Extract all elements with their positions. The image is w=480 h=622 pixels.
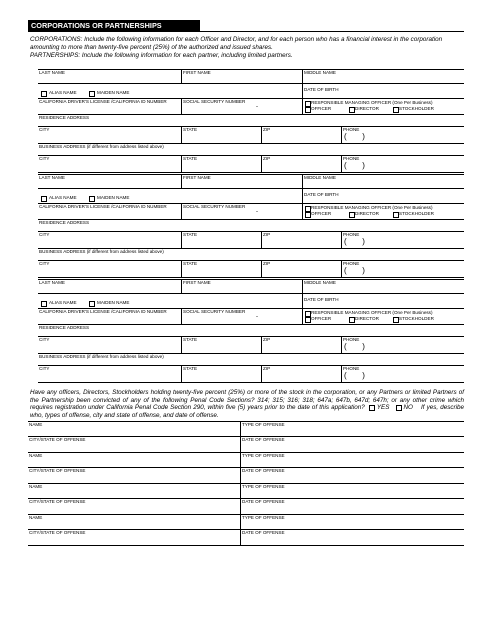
question-followup: If yes, describe who, types of offense, city and state of offense, and date of offense. (30, 404, 465, 419)
alias-maiden-area (38, 84, 302, 98)
license-label: CALIFORNIA DRIVER'S LICENSE /CALIFORNIA ID NUMBER (39, 99, 167, 104)
ssn-field[interactable] (181, 99, 303, 114)
first-name-field[interactable] (181, 175, 303, 188)
conviction-question (30, 389, 464, 419)
type-label: TYPE OF OFFENSE (242, 422, 285, 427)
last-name-label: LAST NAME (39, 70, 65, 75)
corporations-instructions: CORPORATIONS: Include the following information for each Officer and Director, and for each person who has a financial interest in the corporation amounting to more than twenty-five percent (25%) of the authorized and issued shares. (30, 36, 443, 51)
business-city-field[interactable] (38, 261, 181, 277)
ssn-field[interactable] (181, 309, 303, 324)
phone-label: PHONE (343, 156, 360, 161)
ssn-label: SOCIAL SECURITY NUMBER (183, 99, 246, 104)
role-area (302, 99, 464, 114)
business-zip-field[interactable] (261, 156, 342, 172)
ssn-field[interactable] (181, 204, 303, 219)
business-address-field[interactable] (38, 144, 464, 155)
license-label: CALIFORNIA DRIVER'S LICENSE /CALIFORNIA ID NUMBER (39, 204, 167, 209)
city-label: CITY (39, 261, 50, 266)
zip-label: ZIP (263, 337, 271, 342)
phone-area-code: ( ) (344, 237, 365, 246)
residence-address-field[interactable] (38, 115, 464, 126)
first-name-field[interactable] (181, 70, 303, 83)
section-header: CORPORATIONS OR PARTNERSHIPS (28, 20, 200, 31)
state-label: STATE (183, 232, 198, 237)
first-name-field[interactable] (181, 280, 303, 293)
city-label: CITY (39, 232, 50, 237)
question-text: Have any officers, Directors, Stockholders holding twenty-five percent (25%) or more of the stock in the corporation, or any Partners or limited Partners of the Partnership been convicted of any of the following Penal Code Sections? 314; 315; 316; 318; 647a; 647b, 647d; 647h; or any other crime which requires registration under California Penal Code Section 290, within five (5) years prior to the date of this application? (30, 389, 464, 412)
city-label: CITY (39, 337, 50, 342)
license-field[interactable] (38, 309, 181, 324)
phone-label: PHONE (343, 232, 360, 237)
offender-name-field[interactable] (28, 422, 240, 436)
alias-maiden-area (38, 294, 302, 308)
ssn-label: SOCIAL SECURITY NUMBER (183, 309, 246, 314)
maiden-label: MAIDEN NAME (97, 195, 130, 200)
residence-zip-field[interactable] (261, 337, 342, 353)
residence-city-field[interactable] (38, 337, 181, 353)
stockholder-label: STOCKHOLDER (399, 211, 434, 216)
yes-checkbox[interactable] (369, 405, 375, 411)
role-area (302, 309, 464, 324)
business-address-label: BUSINESS ADDRESS (if different from address listed above) (39, 249, 164, 254)
no-label: NO (403, 404, 413, 412)
first-name-label: FIRST NAME (183, 175, 211, 180)
last-name-field[interactable] (38, 70, 181, 83)
officer-label: OFFICER (311, 211, 332, 216)
name-label: NAME (29, 452, 43, 458)
phone-label: PHONE (343, 127, 360, 132)
phone-area-code: ( ) (344, 371, 365, 380)
dob-label: DATE OF BIRTH (304, 192, 339, 197)
alias-checkbox[interactable] (41, 301, 47, 307)
residence-zip-field[interactable] (261, 232, 342, 248)
license-label: CALIFORNIA DRIVER'S LICENSE /CALIFORNIA ID NUMBER (39, 309, 167, 314)
residence-address-label: RESIDENCE ADDRESS (39, 220, 90, 225)
date-label: DATE OF OFFENSE (242, 530, 285, 535)
residence-phone-field[interactable] (341, 232, 464, 248)
state-label: STATE (183, 156, 198, 161)
maiden-checkbox[interactable] (89, 91, 95, 97)
business-city-field[interactable] (38, 156, 181, 172)
director-label: DIRECTOR (355, 211, 379, 216)
offense-type-field[interactable] (240, 422, 464, 436)
residence-state-field[interactable] (181, 127, 262, 143)
maiden-label: MAIDEN NAME (97, 90, 130, 95)
phone-label: PHONE (343, 366, 360, 371)
alias-checkbox[interactable] (41, 196, 47, 202)
ssn-label: SOCIAL SECURITY NUMBER (183, 204, 246, 209)
residence-address-label: RESIDENCE ADDRESS (39, 325, 90, 330)
no-checkbox[interactable] (396, 405, 402, 411)
state-label: STATE (183, 337, 198, 342)
last-name-label: LAST NAME (39, 280, 65, 285)
date-of-birth-field[interactable] (302, 189, 464, 203)
offender-name-field[interactable] (28, 515, 240, 530)
residence-city-field[interactable] (38, 232, 181, 248)
offense-type-field[interactable] (240, 515, 464, 530)
instructions (30, 36, 460, 61)
offense-city-state-field[interactable] (28, 437, 240, 452)
date-label: DATE OF OFFENSE (242, 437, 285, 442)
first-name-label: FIRST NAME (183, 70, 211, 75)
business-address-field[interactable] (38, 354, 464, 365)
person-block (38, 69, 464, 173)
city-state-label: CITY/STATE OF OFFENSE (29, 499, 86, 504)
name-label: NAME (29, 422, 43, 427)
offense-table (28, 421, 464, 546)
date-label: DATE OF OFFENSE (242, 499, 285, 504)
phone-area-code: ( ) (344, 342, 365, 351)
alias-label: ALIAS NAME (49, 90, 77, 95)
alias-label: ALIAS NAME (49, 300, 77, 305)
city-state-label: CITY/STATE OF OFFENSE (29, 530, 86, 535)
name-label: NAME (29, 514, 43, 520)
residence-phone-field[interactable] (341, 337, 464, 353)
offense-type-field[interactable] (240, 484, 464, 499)
officer-label: OFFICER (311, 106, 332, 111)
state-label: STATE (183, 261, 198, 266)
role-area (302, 204, 464, 219)
alias-label: ALIAS NAME (49, 195, 77, 200)
business-address-label: BUSINESS ADDRESS (if different from address listed above) (39, 144, 164, 149)
residence-phone-field[interactable] (341, 127, 464, 143)
middle-name-field[interactable] (302, 175, 464, 188)
business-zip-field[interactable] (261, 366, 342, 382)
dob-label: DATE OF BIRTH (304, 87, 339, 92)
license-field[interactable] (38, 204, 181, 219)
maiden-checkbox[interactable] (89, 301, 95, 307)
officer-label: OFFICER (311, 316, 332, 321)
business-state-field[interactable] (181, 156, 262, 172)
residence-zip-field[interactable] (261, 127, 342, 143)
name-label: NAME (29, 483, 43, 489)
middle-name-field[interactable] (302, 280, 464, 293)
alias-checkbox[interactable] (41, 91, 47, 97)
business-state-field[interactable] (181, 366, 262, 382)
city-label: CITY (39, 366, 50, 371)
person-block (38, 174, 464, 278)
business-address-label: BUSINESS ADDRESS (if different from address listed above) (39, 354, 164, 359)
rmo-label: RESPONSIBLE MANAGING OFFICER (One Per Business) (311, 100, 433, 105)
phone-area-code: ( ) (344, 266, 365, 275)
date-of-birth-field[interactable] (302, 84, 464, 98)
zip-label: ZIP (263, 366, 271, 371)
phone-area-code: ( ) (344, 161, 365, 170)
director-label: DIRECTOR (355, 316, 379, 321)
last-name-field[interactable] (38, 175, 181, 188)
phone-label: PHONE (343, 261, 360, 266)
ssn-separator: - (256, 104, 258, 110)
business-state-field[interactable] (181, 261, 262, 277)
offense-date-field[interactable] (240, 530, 464, 545)
yes-label: YES (376, 404, 390, 412)
residence-state-field[interactable] (181, 232, 262, 248)
offender-name-field[interactable] (28, 484, 240, 499)
business-address-field[interactable] (38, 249, 464, 260)
residence-address-field[interactable] (38, 220, 464, 231)
offense-city-state-field[interactable] (28, 499, 240, 514)
ssn-separator: - (256, 209, 258, 215)
type-label: TYPE OF OFFENSE (242, 514, 285, 520)
zip-label: ZIP (263, 127, 271, 132)
type-label: TYPE OF OFFENSE (242, 452, 285, 458)
offense-city-state-field[interactable] (28, 530, 240, 545)
last-name-label: LAST NAME (39, 175, 65, 180)
rmo-label: RESPONSIBLE MANAGING OFFICER (One Per Business) (311, 310, 433, 315)
partnerships-instructions: PARTNERSHIPS: Include the following information for each partner, including limited partners. (30, 52, 293, 60)
business-city-field[interactable] (38, 366, 181, 382)
dob-label: DATE OF BIRTH (304, 297, 339, 302)
offense-date-field[interactable] (240, 437, 464, 452)
business-zip-field[interactable] (261, 261, 342, 277)
middle-name-label: MIDDLE NAME (304, 280, 336, 285)
state-label: STATE (183, 127, 198, 132)
offense-date-field[interactable] (240, 499, 464, 514)
offense-city-state-field[interactable] (28, 468, 240, 483)
ssn-separator: - (256, 314, 258, 320)
business-phone-field[interactable] (341, 366, 464, 382)
city-label: CITY (39, 156, 50, 161)
offender-name-field[interactable] (28, 453, 240, 468)
alias-maiden-area (38, 189, 302, 203)
offense-date-field[interactable] (240, 468, 464, 483)
rmo-label: RESPONSIBLE MANAGING OFFICER (One Per Business) (311, 205, 433, 210)
city-label: CITY (39, 127, 50, 132)
first-name-label: FIRST NAME (183, 280, 211, 285)
residence-address-field[interactable] (38, 325, 464, 336)
offense-type-field[interactable] (240, 453, 464, 468)
date-label: DATE OF OFFENSE (242, 468, 285, 473)
person-block (38, 279, 464, 383)
last-name-field[interactable] (38, 280, 181, 293)
residence-address-label: RESIDENCE ADDRESS (39, 115, 90, 120)
city-state-label: CITY/STATE OF OFFENSE (29, 437, 86, 442)
stockholder-label: STOCKHOLDER (399, 316, 434, 321)
state-label: STATE (183, 366, 198, 371)
zip-label: ZIP (263, 261, 271, 266)
residence-state-field[interactable] (181, 337, 262, 353)
type-label: TYPE OF OFFENSE (242, 483, 285, 489)
phone-area-code: ( ) (344, 132, 365, 141)
city-state-label: CITY/STATE OF OFFENSE (29, 468, 86, 473)
residence-city-field[interactable] (38, 127, 181, 143)
middle-name-field[interactable] (302, 70, 464, 83)
stockholder-label: STOCKHOLDER (399, 106, 434, 111)
business-phone-field[interactable] (341, 261, 464, 277)
phone-label: PHONE (343, 337, 360, 342)
middle-name-label: MIDDLE NAME (304, 70, 336, 75)
middle-name-label: MIDDLE NAME (304, 175, 336, 180)
license-field[interactable] (38, 99, 181, 114)
director-label: DIRECTOR (355, 106, 379, 111)
maiden-checkbox[interactable] (89, 196, 95, 202)
maiden-label: MAIDEN NAME (97, 300, 130, 305)
date-of-birth-field[interactable] (302, 294, 464, 308)
zip-label: ZIP (263, 156, 271, 161)
business-phone-field[interactable] (341, 156, 464, 172)
header-rule (28, 31, 464, 32)
zip-label: ZIP (263, 232, 271, 237)
